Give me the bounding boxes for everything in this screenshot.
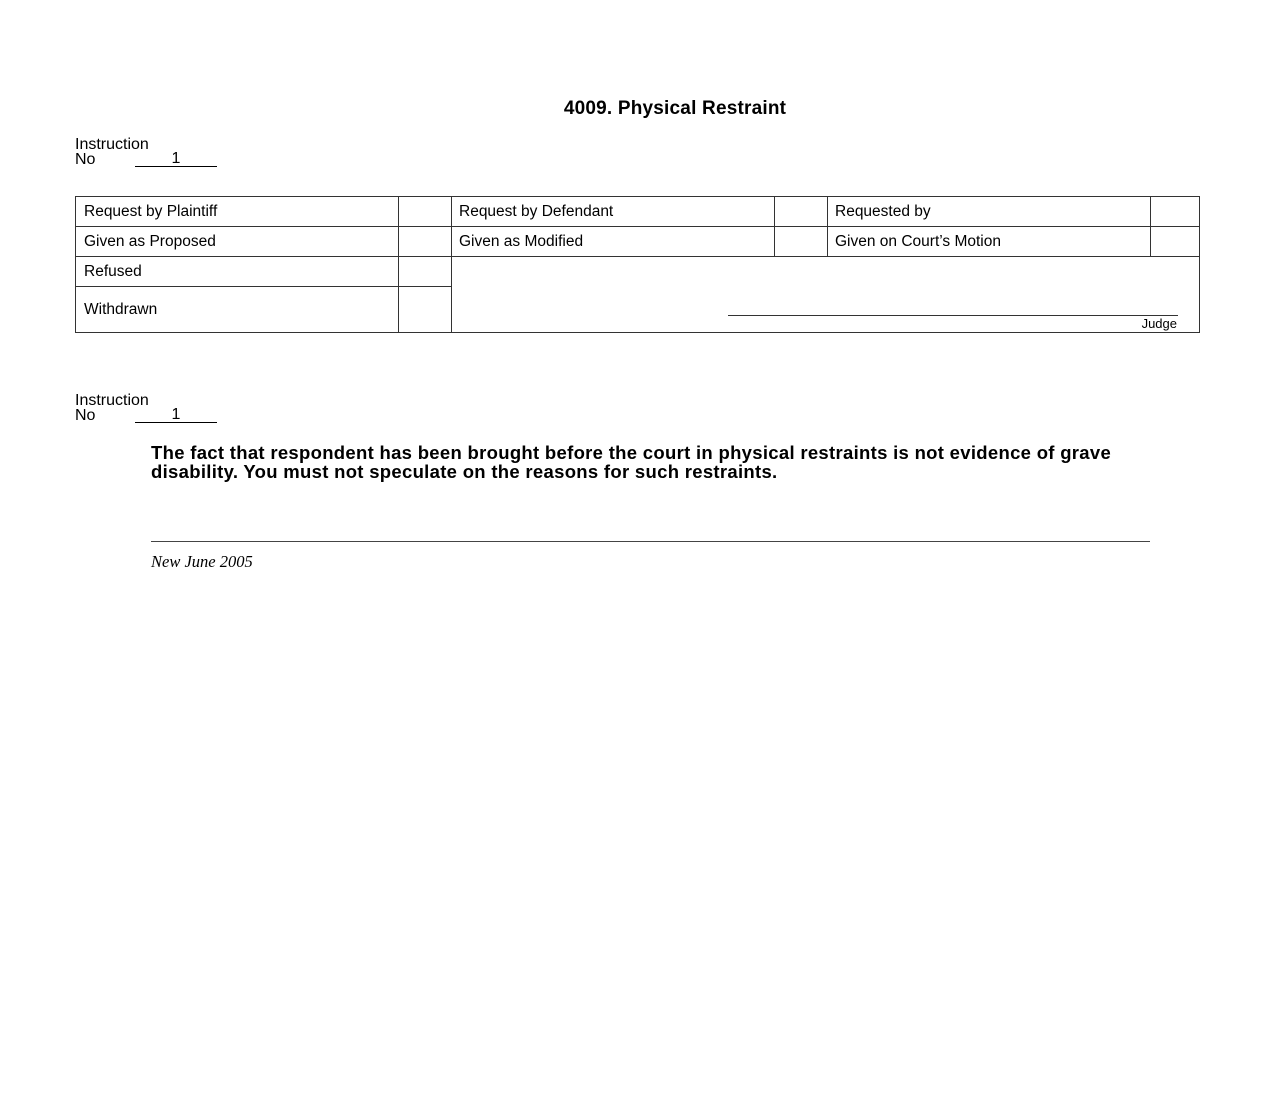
request-by-defendant-label: Request by Defendant: [459, 202, 614, 220]
instruction-no-label: No: [75, 151, 96, 168]
instruction-number-block-top: [75, 137, 217, 167]
given-on-courts-motion-label: Given on Court’s Motion: [835, 232, 1001, 250]
given-as-proposed-label: Given as Proposed: [84, 232, 216, 250]
requested-by-checkbox[interactable]: [1151, 197, 1199, 226]
instruction-no-field[interactable]: 1: [135, 152, 217, 167]
given-as-modified-checkbox[interactable]: [775, 227, 827, 256]
request-by-plaintiff-checkbox[interactable]: [399, 197, 451, 226]
divider: [151, 541, 1150, 542]
instruction-text: The fact that respondent has been brought before the court in physical restraints is not evidence of grave disability. You must not speculate on the reasons for such restraints.: [151, 442, 1112, 482]
instruction-status-table: [75, 196, 1200, 333]
instruction-number-block-bottom: [75, 393, 217, 423]
request-by-plaintiff-label: Request by Plaintiff: [84, 202, 218, 220]
withdrawn-label: Withdrawn: [84, 300, 158, 318]
judge-signature-line[interactable]: [728, 315, 1178, 316]
given-as-modified-label: Given as Modified: [459, 232, 584, 250]
request-by-defendant-checkbox[interactable]: [775, 197, 827, 226]
history-note: New June 2005: [151, 552, 253, 571]
instruction-no-field[interactable]: 1: [135, 408, 217, 423]
instruction-no-label: No: [75, 407, 96, 424]
given-as-proposed-checkbox[interactable]: [399, 227, 451, 256]
withdrawn-checkbox[interactable]: [399, 287, 451, 332]
instruction-label: Instruction: [75, 136, 149, 153]
judge-label: Judge: [1141, 316, 1177, 331]
instruction-label: Instruction: [75, 392, 149, 409]
refused-checkbox[interactable]: [399, 257, 451, 286]
requested-by-label: Requested by: [835, 202, 931, 220]
refused-label: Refused: [84, 262, 142, 280]
given-on-courts-motion-checkbox[interactable]: [1151, 227, 1199, 256]
page-title: 4009. Physical Restraint: [563, 98, 787, 119]
